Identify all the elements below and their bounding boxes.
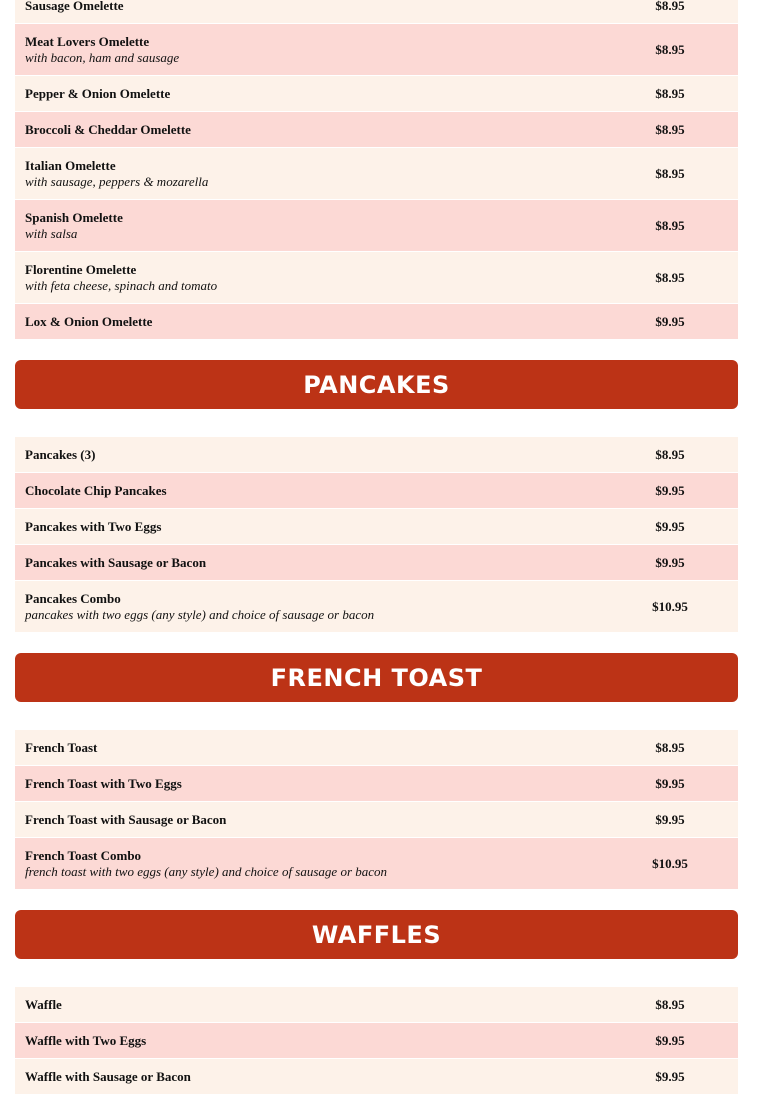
item-description: with salsa	[25, 225, 78, 241]
menu-item-row	[15, 0, 738, 24]
menu-item-row	[15, 252, 738, 304]
item-name: Waffle with Two Eggs	[25, 1032, 147, 1048]
item-price: $9.95	[655, 482, 685, 498]
menu-item-row	[15, 148, 738, 200]
menu-item-row	[15, 509, 738, 545]
item-description: with bacon, ham and sausage	[25, 49, 180, 65]
item-name: Pancakes Combo	[25, 590, 121, 606]
item-name: French Toast with Two Eggs	[25, 775, 182, 791]
item-name: Florentine Omelette	[25, 261, 137, 277]
item-price: $9.95	[655, 554, 685, 570]
item-price: $10.95	[652, 598, 688, 614]
item-name: Waffle with Sausage or Bacon	[25, 1068, 191, 1084]
item-price: $9.95	[655, 1032, 685, 1048]
item-price: $9.95	[655, 1068, 685, 1084]
item-name: Broccoli & Cheddar Omelette	[25, 121, 191, 137]
item-price: $8.95	[655, 269, 685, 285]
menu-item-row	[15, 766, 738, 802]
menu-item-row	[15, 473, 738, 509]
item-price: $8.95	[655, 85, 685, 101]
menu-item-row	[15, 437, 738, 473]
menu-item-row	[15, 987, 738, 1023]
item-name: Meat Lovers Omelette	[25, 33, 150, 49]
item-name: Pepper & Onion Omelette	[25, 85, 171, 101]
section-header-french-toast: FRENCH TOAST	[15, 653, 738, 702]
item-name: Spanish Omelette	[25, 209, 123, 225]
item-price: $8.95	[655, 121, 685, 137]
item-name: French Toast	[25, 739, 98, 755]
menu-item-row	[15, 1059, 738, 1095]
item-price: $8.95	[655, 41, 685, 57]
item-price: $9.95	[655, 518, 685, 534]
item-description: with sausage, peppers & mozarella	[25, 173, 209, 189]
item-price: $8.95	[655, 996, 685, 1012]
item-name: French Toast Combo	[25, 847, 142, 863]
item-price: $8.95	[655, 739, 685, 755]
menu-item-row	[15, 24, 738, 76]
menu-item-row	[15, 200, 738, 252]
pancakes-table	[15, 437, 738, 633]
item-price: $8.95	[655, 165, 685, 181]
item-description: with feta cheese, spinach and tomato	[25, 277, 218, 293]
omelettes-table	[15, 0, 738, 340]
menu-item-row	[15, 76, 738, 112]
item-name: Waffle	[25, 996, 62, 1012]
item-name: Sausage Omelette	[25, 0, 124, 13]
menu-item-row	[15, 1023, 738, 1059]
menu-item-row	[15, 545, 738, 581]
item-price: $9.95	[655, 313, 685, 329]
menu	[15, 0, 738, 1095]
item-name: French Toast with Sausage or Bacon	[25, 811, 227, 827]
menu-item-row	[15, 581, 738, 633]
item-description: pancakes with two eggs (any style) and choice of sausage or bacon	[25, 606, 375, 622]
waffles-table	[15, 987, 738, 1095]
menu-item-row	[15, 802, 738, 838]
section-header-waffles: WAFFLES	[15, 910, 738, 959]
menu-item-row	[15, 730, 738, 766]
menu-item-row	[15, 112, 738, 148]
menu-item-row	[15, 304, 738, 340]
item-price: $8.95	[655, 0, 685, 13]
item-name: Pancakes with Two Eggs	[25, 518, 162, 534]
menu-item-row	[15, 838, 738, 890]
section-header-pancakes: PANCAKES	[15, 360, 738, 409]
item-name: Pancakes (3)	[25, 446, 96, 462]
item-name: Lox & Onion Omelette	[25, 313, 153, 329]
french-toast-table	[15, 730, 738, 890]
item-price: $9.95	[655, 775, 685, 791]
item-name: Italian Omelette	[25, 157, 116, 173]
item-name: Chocolate Chip Pancakes	[25, 482, 167, 498]
item-description: french toast with two eggs (any style) and choice of sausage or bacon	[25, 863, 388, 879]
item-price: $10.95	[652, 855, 688, 871]
item-name: Pancakes with Sausage or Bacon	[25, 554, 207, 570]
item-price: $8.95	[655, 217, 685, 233]
item-price: $9.95	[655, 811, 685, 827]
item-price: $8.95	[655, 446, 685, 462]
